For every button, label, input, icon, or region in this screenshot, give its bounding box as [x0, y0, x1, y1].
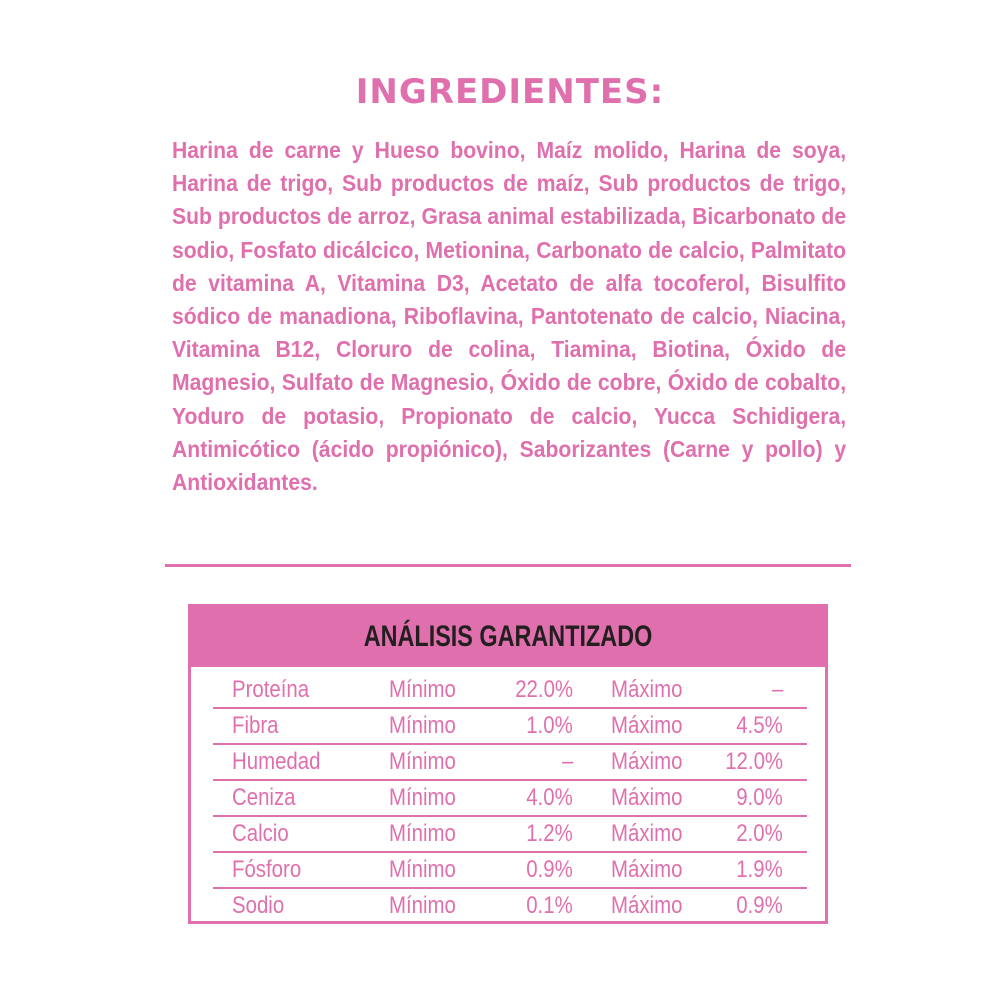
- table-row: [213, 673, 807, 709]
- min-value: 0.9%: [526, 856, 573, 883]
- table-row: [213, 781, 807, 817]
- max-value: –: [771, 676, 783, 703]
- table-title: ANÁLISIS GARANTIZADO: [363, 620, 653, 653]
- max-label: Máximo: [611, 856, 683, 883]
- min-value: 22.0%: [515, 676, 573, 703]
- max-label: Máximo: [611, 820, 683, 847]
- max-label: Máximo: [611, 712, 683, 739]
- max-value: 12.0%: [725, 748, 783, 775]
- nutrient-name: Fibra: [232, 712, 279, 739]
- table-body: [213, 673, 807, 923]
- min-label: Mínimo: [389, 820, 456, 847]
- max-value: 2.0%: [736, 820, 783, 847]
- nutrient-name: Sodio: [232, 892, 285, 919]
- min-label: Mínimo: [389, 712, 456, 739]
- max-value: 4.5%: [736, 712, 783, 739]
- max-label: Máximo: [611, 892, 683, 919]
- max-value: 0.9%: [736, 892, 783, 919]
- nutrient-name: Calcio: [232, 820, 289, 847]
- max-label: Máximo: [611, 676, 683, 703]
- min-label: Mínimo: [389, 856, 456, 883]
- min-value: 4.0%: [526, 784, 573, 811]
- guaranteed-analysis-table: [188, 604, 828, 924]
- min-label: Mínimo: [389, 676, 456, 703]
- min-value: –: [561, 748, 573, 775]
- table-row: [213, 817, 807, 853]
- max-label: Máximo: [611, 784, 683, 811]
- min-value: 0.1%: [526, 892, 573, 919]
- nutrient-name: Humedad: [232, 748, 321, 775]
- max-value: 1.9%: [736, 856, 783, 883]
- nutrient-name: Fósforo: [232, 856, 302, 883]
- table-row: [213, 889, 807, 923]
- min-label: Mínimo: [389, 748, 456, 775]
- table-row: [213, 709, 807, 745]
- min-value: 1.0%: [526, 712, 573, 739]
- min-value: 1.2%: [526, 820, 573, 847]
- nutrient-name: Proteína: [232, 676, 310, 703]
- nutrient-name: Ceniza: [232, 784, 296, 811]
- max-value: 9.0%: [736, 784, 783, 811]
- ingredients-text: Harina de carne y Hueso bovino, Maíz molido, Harina de soya, Harina de trigo, Sub productos de maíz, Sub productos de trigo, Sub productos de arroz, Grasa animal estabilizada, Bicarbonato de sodio, Fosfato dicálcico, Metionina, Carbonato de calcio, Palmitato de vitamina A, Vitamina D3, Acetato de alfa tocoferol, Bisulfito sódico de manadiona, Riboflavina, Pantotenato de calcio, Niacina, Vitamina B12, Cloruro de colina, Tiamina, Biotina, Óxido de Magnesio, Sulfato de Magnesio, Óxido de cobre, Óxido de cobalto, Yoduro de potasio, Propionato de calcio, Yucca Schidigera, Antimicótico (ácido propiónico), Saborizantes (Carne y pollo) y Antioxidantes.: [172, 137, 847, 496]
- table-row: [213, 853, 807, 889]
- section-divider: [165, 564, 851, 567]
- max-label: Máximo: [611, 748, 683, 775]
- min-label: Mínimo: [389, 892, 456, 919]
- ingredients-title: INGREDIENTES:: [355, 72, 665, 112]
- table-header: [191, 607, 825, 667]
- min-label: Mínimo: [389, 784, 456, 811]
- table-row: [213, 745, 807, 781]
